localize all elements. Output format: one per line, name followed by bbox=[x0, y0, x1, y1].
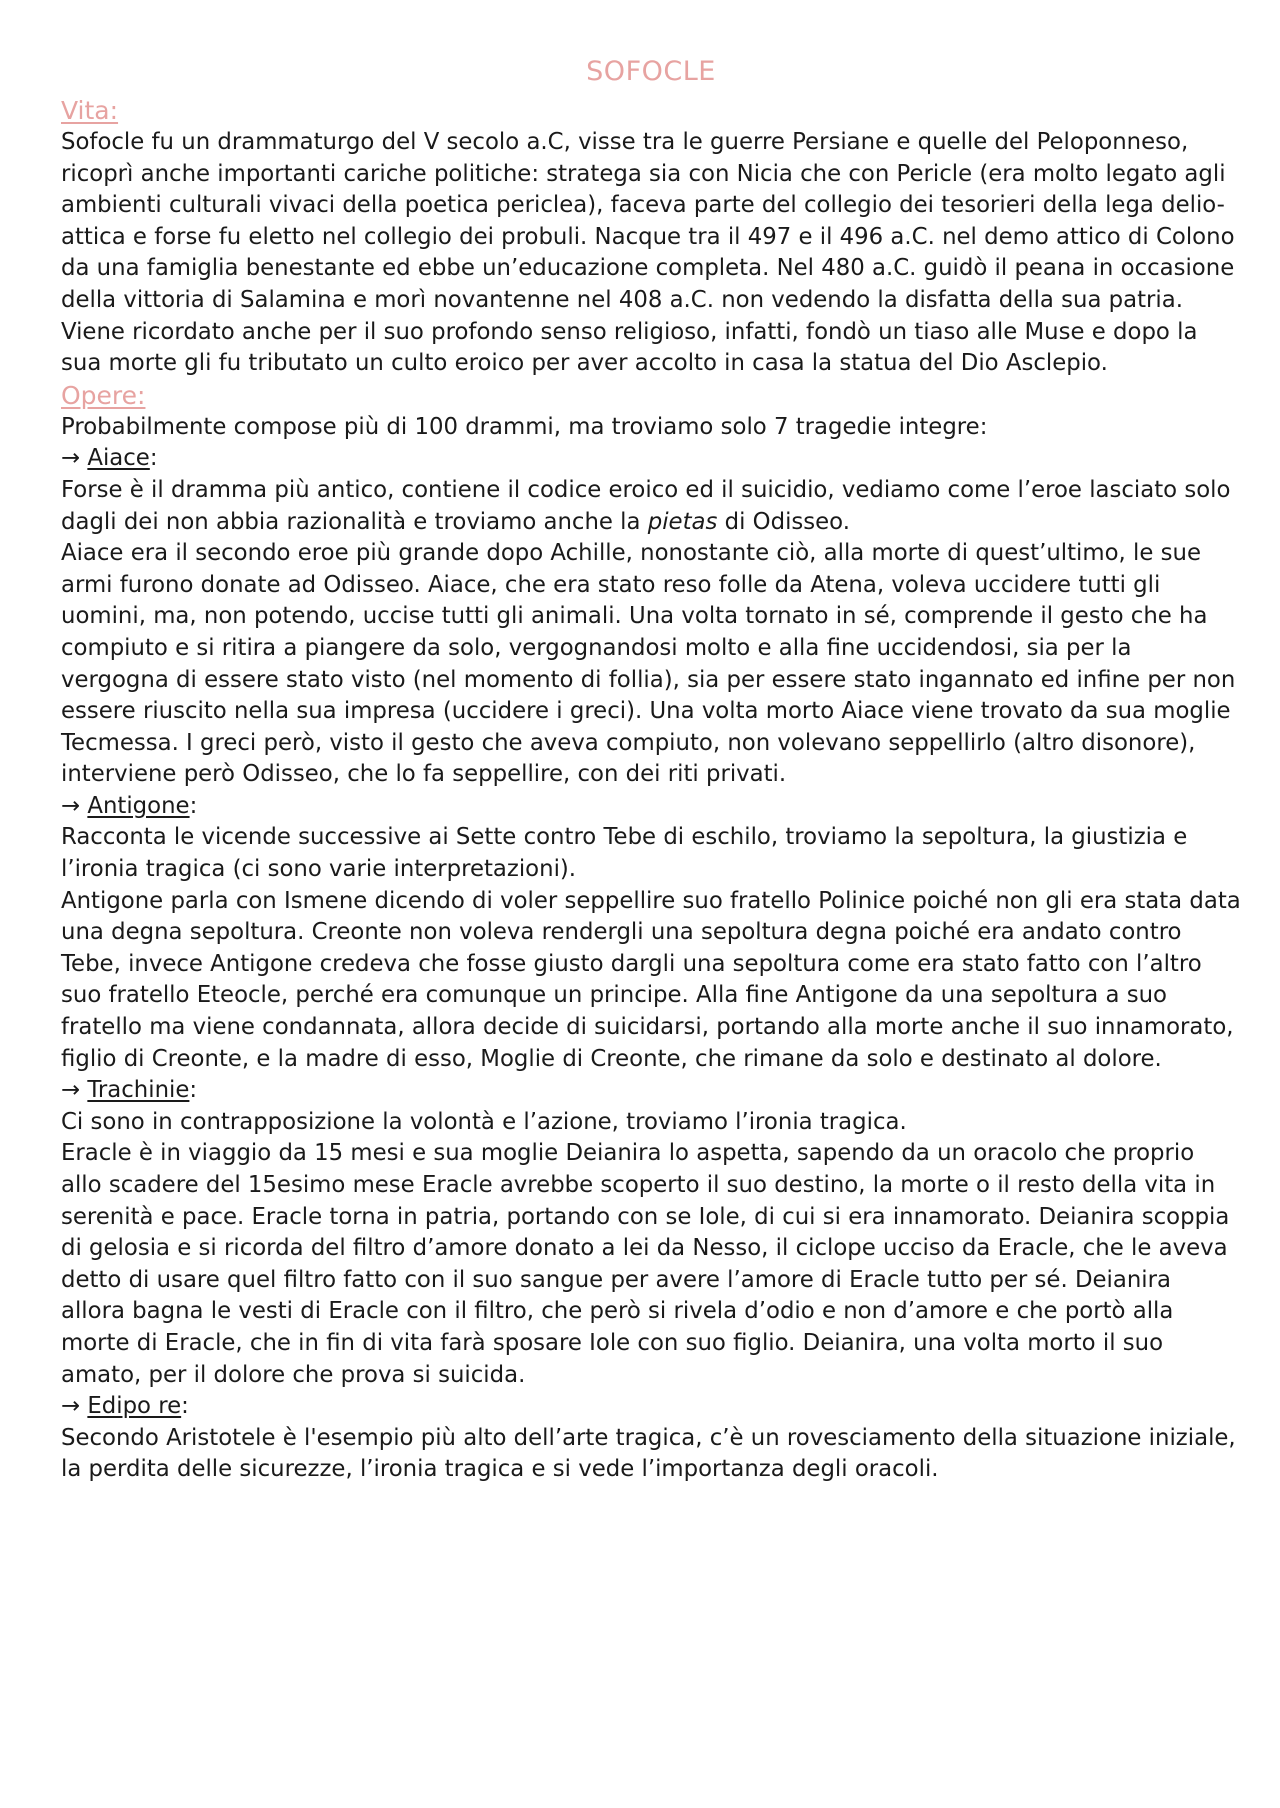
work-title-edipo-re: Edipo re bbox=[87, 1393, 182, 1420]
work-title-aiace: Aiace bbox=[87, 445, 150, 472]
colon: : bbox=[149, 445, 158, 472]
vita-paragraph-1: Sofocle fu un drammaturgo del V secolo a.C, visse tra le guerre Persiane e quelle del Peloponneso, ricoprì anche importanti cariche politiche: stratega sia con Nicia che con Pericle (era molto legato agli ambienti culturali vivaci della poetica periclea), faceva parte del collegio dei tesorieri della lega delio-attica e forse fu eletto nel collegio dei probuli. Nacque tra il 497 e il 496 a.C. nel demo attico di Colono da una famiglia benestante ed ebbe un’educazione completa. Nel 480 a.C. guidò il peana in occasione della vittoria di Salamina e morì novantenne nel 408 a.C. non vedendo la disfatta della sua patria. bbox=[61, 129, 1235, 313]
edipo-paragraph-1: Secondo Aristotele è l'esempio più alto dell’arte tragica, c’è un rovesciamento della situazione iniziale, la perdita delle sicurezze, l’ironia tragica e si vede l’importanza degli oracoli. bbox=[61, 1424, 1236, 1483]
page-title: SOFOCLE bbox=[586, 56, 716, 87]
arrow-icon: → bbox=[61, 445, 81, 472]
opere-intro: Probabilmente compose più di 100 drammi, ma troviamo solo 7 tragedie integre: bbox=[61, 413, 988, 440]
aiace-text-after: di Odisseo. bbox=[717, 508, 850, 535]
colon: : bbox=[189, 792, 198, 819]
antigone-paragraph-2: Antigone parla con Ismene dicendo di voler seppellire suo fratello Polinice poiché non gli era stata data una degna sepoltura. Creonte non voleva rendergli una sepoltura degna poiché era andato contro Tebe, invece Antigone credeva che fosse giusto dargli una sepoltura come era stato fatto con l’altro suo fratello Eteocle, perché era comunque un principe. Alla fine Antigone da una sepoltura a suo fratello ma viene condannata, allora decide di suicidarsi, portando alla morte anche il suo innamorato, figlio di Creonte, e la madre di esso, Moglie di Creonte, che rimane da solo e destinato al dolore. bbox=[61, 887, 1241, 1072]
vita-paragraph-2: Viene ricordato anche per il suo profondo senso religioso, infatti, fondò un tiaso alle Muse e dopo la sua morte gli fu tributato un culto eroico per aver accolto in casa la statua del Dio Asclepio. bbox=[61, 318, 1198, 377]
subheading-edipo-re bbox=[61, 1391, 1241, 1423]
section-heading-vita: Vita: bbox=[61, 96, 119, 125]
antigone-paragraph-1: Racconta le vicende successive ai Sette contro Tebe di eschilo, troviamo la sepoltura, la giustizia e l’ironia tragica (ci sono varie interpretazioni). bbox=[61, 824, 1188, 883]
colon: : bbox=[181, 1393, 189, 1420]
trachinie-paragraph-1: Ci sono in contrapposizione la volontà e l’azione, troviamo l’ironia tragica. bbox=[61, 1108, 907, 1135]
subheading-antigone bbox=[61, 791, 1241, 823]
work-title-trachinie: Trachinie bbox=[87, 1077, 190, 1104]
trachinie-paragraph-2: Eracle è in viaggio da 15 mesi e sua moglie Deianira lo aspetta, sapendo da un oracolo che proprio allo scadere del 15esimo mese Eracle avrebbe scoperto il suo destino, la morte o il resto della vita in serenità e pace. Eracle torna in patria, portando con se Iole, di cui si era innamorato. Deianira scoppia di gelosia e si ricorda del filtro d’amore donato a lei da Nesso, il ciclope ucciso da Eracle, che le aveva detto di usare quel filtro fatto con il suo sangue per avere l’amore di Eracle tutto per sé. Deianira allora bagna le vesti di Eracle con il filtro, che però si rivela d’odio e non d’amore e che portò alla morte di Eracle, che in fin di vita farà sposare Iole con suo figlio. Deianira, una volta morto il suo amato, per il dolore che prova si suicida. bbox=[61, 1140, 1230, 1388]
aiace-paragraph-2: Aiace era il secondo eroe più grande dopo Achille, nonostante ciò, alla morte di quest’ultimo, le sue armi furono donate ad Odisseo. Aiace, che era stato reso folle da Atena, voleva uccidere tutti gli uomini, ma, non potendo, uccise tutti gli animali. Una volta tornato in sé, comprende il gesto che ha compiuto e si ritira a piangere da solo, vergognandosi molto e alla fine uccidendosi, sia per la vergogna di essere stato visto (nel momento di follia), sia per essere stato ingannato ed infine per non essere riuscito nella sua impresa (uccidere i greci). Una volta morto Aiace viene trovato da sua moglie Tecmessa. I greci però, visto il gesto che aveva compiuto, non volevano seppellirlo (altro disonore), interviene però Odisseo, che lo fa seppellire, con dei riti privati. bbox=[61, 540, 1236, 788]
arrow-icon: → bbox=[61, 1077, 81, 1104]
aiace-paragraph-1 bbox=[61, 475, 1241, 538]
subheading-trachinie bbox=[61, 1075, 1241, 1107]
aiace-text-before: Forse è il dramma più antico, contiene il codice eroico ed il suicidio, vediamo come l’eroe lasciato solo dagli dei non abbia razionalità e troviamo anche la bbox=[61, 476, 1231, 535]
arrow-icon: → bbox=[61, 792, 81, 819]
aiace-italic-pietas: pietas bbox=[647, 508, 718, 535]
arrow-icon: → bbox=[61, 1393, 81, 1420]
document-page bbox=[61, 56, 1241, 1486]
section-heading-opere: Opere: bbox=[61, 380, 146, 410]
work-title-antigone: Antigone bbox=[87, 792, 190, 819]
colon: : bbox=[189, 1077, 198, 1104]
subheading-aiace bbox=[61, 443, 1241, 475]
